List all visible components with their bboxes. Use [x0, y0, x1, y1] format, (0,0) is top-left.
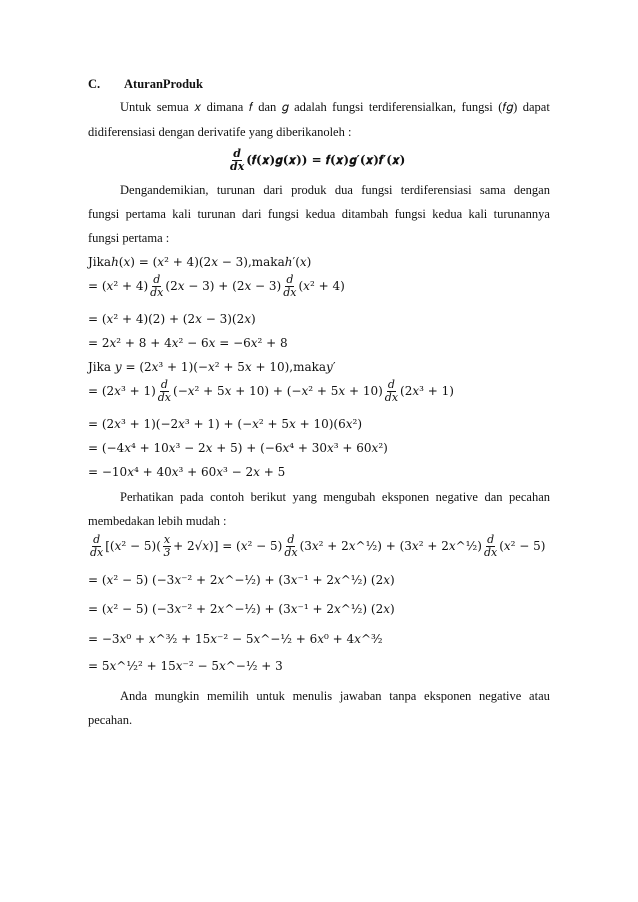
- d-dx-operator: $\frac{\text{𝑑}}{\text{𝑑𝑥}}$: [284, 533, 298, 559]
- word: Untuk: [120, 100, 152, 114]
- word: eksponen: [381, 490, 430, 504]
- word: mengubah: [323, 490, 376, 504]
- word: terdiferensiasi: [400, 183, 472, 197]
- word: Anda: [120, 689, 148, 703]
- word: kali: [172, 207, 192, 221]
- word: eksponen: [424, 689, 472, 703]
- word: fungsi: [394, 207, 426, 221]
- d-dx-operator: $\frac{\text{𝑑}}{\text{𝑑𝑥}}$: [157, 378, 172, 404]
- word: untuk: [256, 689, 285, 703]
- word: pada: [179, 490, 204, 504]
- rule-body: (𝒇(𝒙)𝒈(𝒙)) = 𝒇(𝒙)𝒈′(𝒙)𝒇′(𝒙): [246, 153, 406, 167]
- word: dimana: [206, 100, 244, 114]
- word: pertama: [125, 207, 166, 221]
- word: jawaban: [339, 689, 382, 703]
- word: kedua: [432, 207, 463, 221]
- d-dx-operator: $\frac{\text{𝑑}}{\text{𝑑𝑥}}$: [150, 273, 164, 299]
- explanation-line-2: [88, 206, 550, 222]
- word: turunan: [197, 207, 236, 221]
- section-number: C.: [88, 77, 101, 91]
- word: fungsi: [361, 183, 393, 197]
- word: pecahan: [509, 490, 550, 504]
- word: Perhatikan: [120, 490, 174, 504]
- example2-intro: Jika 𝑦 = (2𝑥³ + 1)(−𝑥² + 5𝑥 + 10),maka𝑦′: [88, 360, 336, 374]
- word: dua: [334, 183, 353, 197]
- example1-line-1: = (𝑥² + 4) $\frac{\text{𝑑}}{\text{𝑑𝑥}}$ (2𝑥 − 3) + (2𝑥 − 3) $\frac{\text{𝑑}}{\text{𝑑𝑥}}$ (𝑥² + 4): [88, 273, 345, 299]
- x-over-3-fraction: $\frac{\text{𝑥}}{3}$: [163, 533, 171, 559]
- d-dx-operator: $\frac{\text{𝑑}}{\text{𝑑𝑥}}$: [384, 378, 399, 404]
- example2-line-4: = −10𝑥⁴ + 40𝑥³ + 60𝑥³ − 2𝑥 + 5: [88, 465, 286, 479]
- note-line-1: [120, 489, 550, 505]
- word: 𝑓: [248, 100, 253, 114]
- word: sama: [479, 183, 506, 197]
- word: mungkin: [154, 689, 200, 703]
- example2-line-1: = (2𝑥³ + 1) $\frac{\text{𝑑}}{\text{𝑑𝑥}}$ (−𝑥² + 5𝑥 + 10) + (−𝑥² + 5𝑥 + 10) $\frac{\text{𝑑}}{\text{𝑑𝑥}}$ (2𝑥³ + 1): [88, 378, 454, 404]
- word: tanpa: [389, 689, 417, 703]
- product-rule-formula: [228, 148, 405, 173]
- d-dx-operator: $\frac{\text{𝑑}}{\text{𝑑𝑥}}$: [283, 273, 297, 299]
- section-title: AturanProduk: [124, 77, 203, 91]
- word: fungsi: [88, 207, 120, 221]
- d-dx-operator: $\frac{\text{𝑑}}{\text{𝑑𝑥}}$: [90, 533, 104, 559]
- intro-line-2: didiferensiasi dengan derivatife yang diberikanoleh :: [88, 125, 352, 139]
- word: ditambah: [341, 207, 389, 221]
- closing-line-1: [120, 688, 550, 704]
- word: negative: [435, 490, 478, 504]
- word: dapat: [522, 100, 550, 114]
- example3-line-2: = (𝑥² − 5) (−3𝑥⁻² + 2𝑥^−½) + (3𝑥⁻¹ + 2𝑥^½) (2𝑥): [88, 573, 395, 587]
- word: kali: [468, 207, 488, 221]
- word: berikut: [250, 490, 287, 504]
- word: adalah: [294, 100, 327, 114]
- word: turunannya: [493, 207, 550, 221]
- word: dan: [484, 490, 503, 504]
- example1-line-2: = (𝑥² + 4)(2) + (2𝑥 − 3)(2𝑥): [88, 312, 256, 326]
- word: dari: [263, 183, 283, 197]
- rule-derivative-operator: $\frac{\text{𝒅}}{\text{𝒅𝒙}}$: [230, 147, 245, 173]
- word: menulis: [292, 689, 333, 703]
- example3-line-4: = −3𝑥⁰ + 𝑥^³⁄₂ + 15𝑥⁻² − 5𝑥^−½ + 6𝑥⁰ + 4𝑥^³⁄₂: [88, 632, 383, 646]
- example1-line-3: = 2𝑥² + 8 + 4𝑥² − 6𝑥 = −6𝑥² + 8: [88, 336, 288, 350]
- example3-line-1: $\frac{\text{𝑑}}{\text{𝑑𝑥}}$ [(𝑥² − 5)( $\frac{\text{𝑥}}{3}$ + 2√𝑥)] = (𝑥² − 5) $\frac{\text{𝑑}}{\text{𝑑𝑥}}$ (3𝑥² + 2𝑥^½) + (3𝑥² + 2𝑥^½) $\frac{\text{𝑑}}{\text{𝑑𝑥}}$ (𝑥² − 5): [90, 533, 546, 559]
- closing-line-2: pecahan.: [88, 713, 133, 727]
- word: Dengandemikian,: [120, 183, 209, 197]
- word: fungsi: [267, 207, 300, 221]
- d-dx-operator: $\frac{\text{𝑑}}{\text{𝑑𝑥}}$: [483, 533, 498, 559]
- example2-line-2: = (2𝑥³ + 1)(−2𝑥³ + 1) + (−𝑥² + 5𝑥 + 10)(6𝑥²): [88, 417, 363, 431]
- explanation-line-3: fungsi pertama :: [88, 231, 170, 245]
- word: yang: [292, 490, 317, 504]
- word: produk: [291, 183, 327, 197]
- example3-line-5: = 5𝑥^½² + 15𝑥⁻² − 5𝑥^−½ + 3: [88, 659, 283, 673]
- word: fungsi: [332, 100, 364, 114]
- word: 𝑔: [281, 100, 289, 114]
- word: negative: [478, 689, 522, 703]
- word: semua: [156, 100, 189, 114]
- word: fungsi: [461, 100, 493, 114]
- example3-line-3: = (𝑥² − 5) (−3𝑥⁻² + 2𝑥^−½) + (3𝑥⁻¹ + 2𝑥^½) (2𝑥): [88, 602, 395, 616]
- section-heading: [88, 76, 203, 92]
- example2-line-3: = (−4𝑥⁴ + 10𝑥³ − 2𝑥 + 5) + (−6𝑥⁴ + 30𝑥³ + 60𝑥²): [88, 441, 388, 455]
- word: kedua: [305, 207, 336, 221]
- word: 𝑥: [194, 100, 202, 114]
- word: dan: [258, 100, 277, 114]
- example1-intro: Jikaℎ(𝑥) = (𝑥² + 4)(2𝑥 − 3),makaℎ′(𝑥): [88, 255, 312, 269]
- word: memilih: [206, 689, 249, 703]
- word: contoh: [210, 490, 245, 504]
- word: atau: [529, 689, 550, 703]
- word: turunan: [216, 183, 256, 197]
- word: terdiferensialkan,: [368, 100, 456, 114]
- word: (𝑓𝑔): [498, 100, 518, 114]
- explanation-line-1: [120, 182, 550, 198]
- word: dari: [242, 207, 262, 221]
- note-line-2: membedakan lebih mudah :: [88, 514, 227, 528]
- intro-line-1: [120, 99, 550, 115]
- word: dengan: [513, 183, 550, 197]
